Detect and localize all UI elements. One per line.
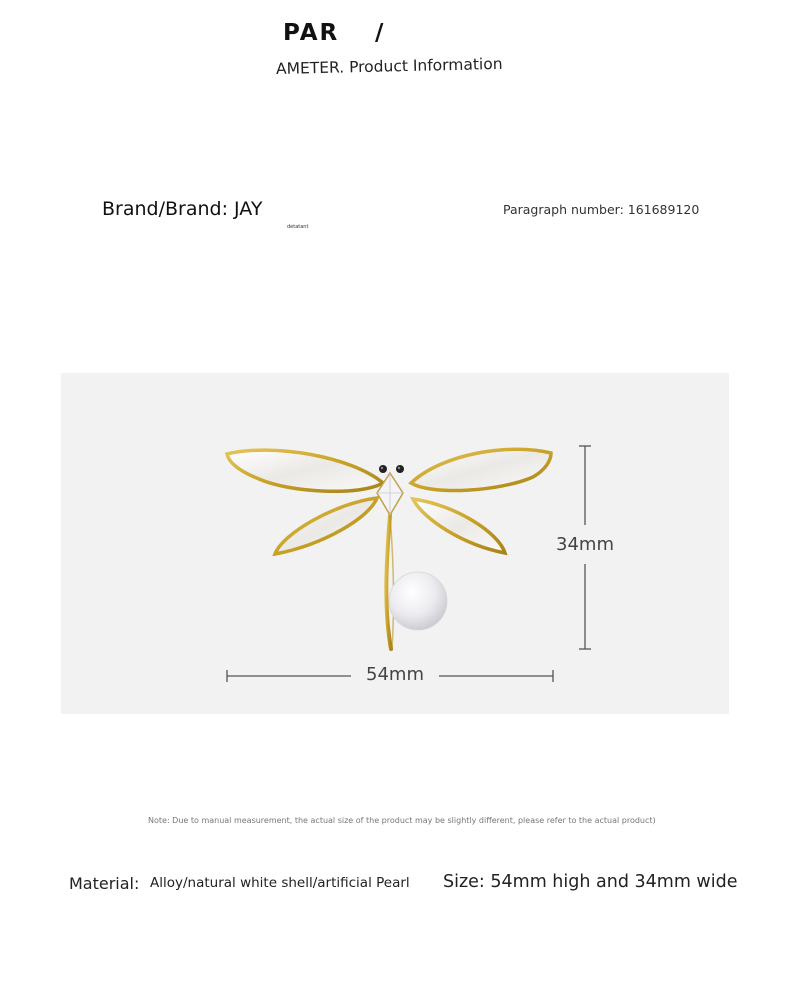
- size-text: Size: 54mm high and 34mm wide: [443, 872, 738, 892]
- lower-left-wing: [275, 498, 377, 554]
- dragonfly-tail: [386, 515, 391, 649]
- pearl: [389, 572, 447, 630]
- lower-right-wing: [413, 499, 505, 553]
- width-dimension-label: 54mm: [366, 664, 424, 685]
- product-photo-panel: [61, 373, 729, 714]
- material-label: Material:: [69, 874, 140, 893]
- brand-text: Brand/Brand: JAY: [102, 198, 263, 220]
- height-dimension-label: 34mm: [556, 534, 614, 555]
- left-eye: [379, 465, 387, 473]
- title-slash: /: [375, 20, 384, 46]
- paragraph-number: Paragraph number: 161689120: [503, 202, 700, 217]
- dragonfly-brooch-image: [61, 373, 729, 714]
- page-subtitle: AMETER. Product Information: [275, 54, 503, 78]
- material-value: Alloy/natural white shell/artificial Pearl: [150, 875, 410, 891]
- measurement-note: Note: Due to manual measurement, the actual size of the product may be slightly different, please refer to the actual product): [148, 816, 656, 825]
- right-eye: [396, 465, 404, 473]
- page-title: PAR: [283, 20, 340, 46]
- tiny-caption: detatant: [287, 224, 309, 230]
- upper-right-wing: [411, 449, 551, 490]
- upper-left-wing: [227, 450, 383, 491]
